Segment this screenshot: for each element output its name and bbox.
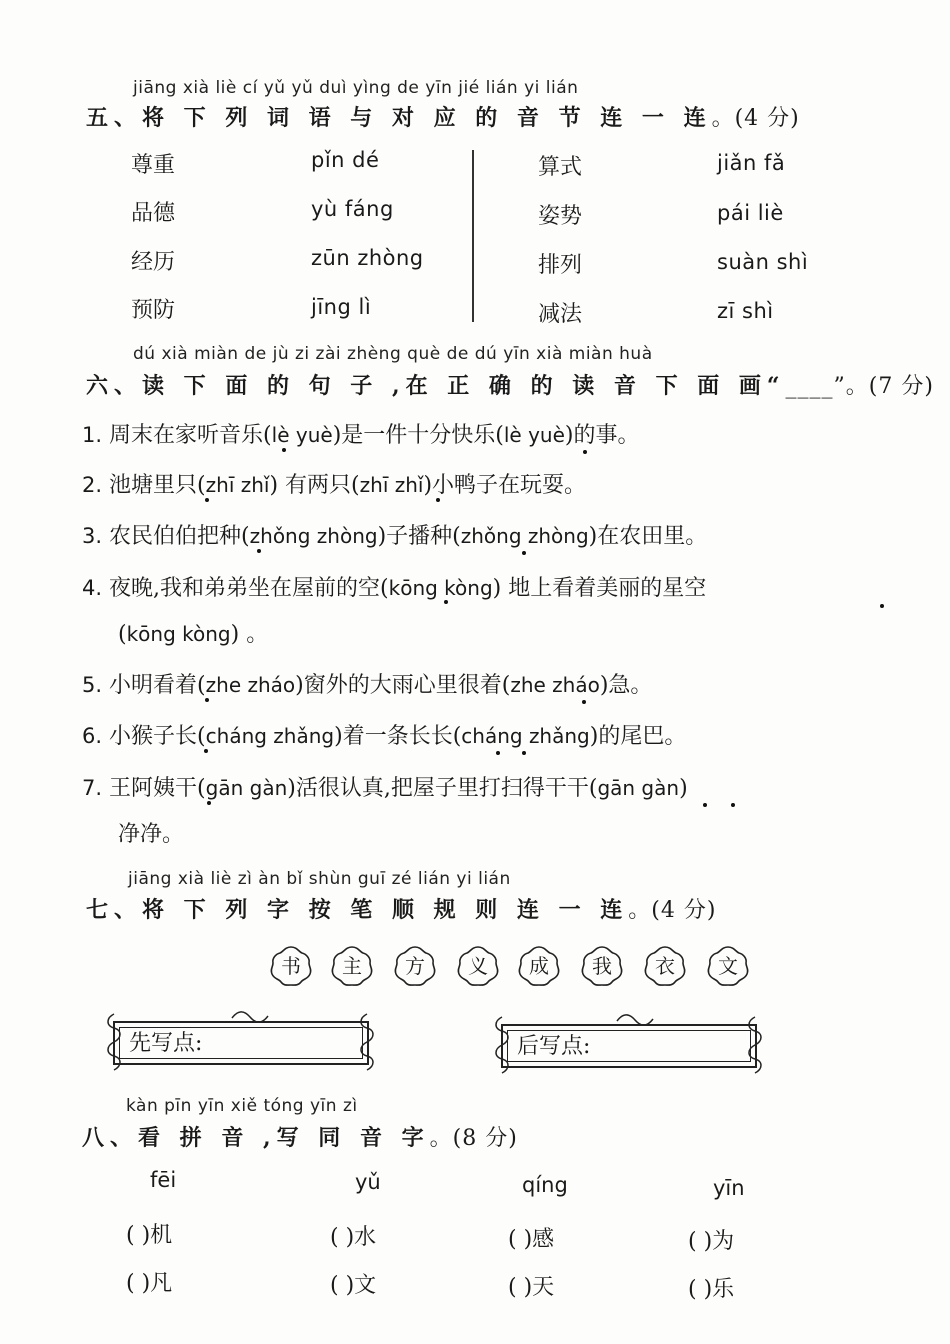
question-text: )的尾巴。	[589, 724, 687, 749]
question-text: 池塘里只(	[109, 473, 206, 498]
flower-char-card[interactable]	[393, 944, 437, 988]
s6-question-7-cont	[118, 817, 184, 848]
scroll-ornament-icon	[743, 1015, 767, 1075]
first-dot-box[interactable]	[113, 1021, 369, 1065]
s5-right-word[interactable]: 算式	[538, 155, 583, 180]
s5-left-word[interactable]: 尊重	[131, 153, 176, 178]
emphasis-dot	[731, 803, 735, 807]
homophone-blank[interactable]: ( )凡	[126, 1271, 173, 1296]
section5-title-text: 五、将 下 列 词 语 与 对 应 的 音 节 连 一 连	[86, 105, 712, 131]
s5-right-pinyin[interactable]: pái liè	[717, 201, 784, 225]
emphasis-dot	[205, 498, 209, 502]
s6-question-5	[82, 668, 652, 699]
question-text: )急。	[599, 673, 653, 698]
question-text: 净净。	[118, 822, 185, 847]
stroke-order-char: 义	[468, 954, 488, 978]
flower-char-card[interactable]	[456, 944, 500, 988]
stroke-order-char: 成	[529, 954, 549, 978]
homophone-blank[interactable]: ( )水	[330, 1225, 377, 1250]
last-dot-label: 后写点:	[517, 1034, 591, 1059]
stroke-order-char: 衣	[655, 954, 675, 978]
s5-left-word[interactable]: 经历	[131, 250, 176, 275]
question-text: ) 。	[230, 622, 269, 647]
homophone-blank[interactable]: ( )机	[126, 1223, 173, 1248]
reading-options[interactable]: kōng kòng	[388, 576, 493, 600]
reading-options[interactable]: zhǒng zhòng	[460, 524, 589, 548]
s6-question-4	[82, 571, 706, 602]
homophone-blank[interactable]: ( )天	[508, 1275, 555, 1300]
s5-left-word[interactable]: 品德	[131, 201, 176, 226]
question-number: 2.	[82, 473, 103, 497]
question-text: )小鸭子在玩耍。	[423, 473, 587, 498]
question-text: )	[679, 776, 688, 801]
question-text: )在农田里。	[588, 524, 708, 549]
question-number: 5.	[82, 673, 103, 697]
s6-question-1	[82, 418, 640, 449]
emphasis-dot	[522, 551, 526, 555]
first-dot-label: 先写点:	[129, 1031, 203, 1056]
section8-pinyin: kàn pīn yīn xiě tóng yīn zì	[126, 1096, 358, 1116]
emphasis-dot	[207, 801, 211, 805]
homophone-pinyin: qíng	[522, 1173, 568, 1197]
s6-question-6	[82, 719, 686, 750]
emphasis-dot	[582, 700, 586, 704]
homophone-blank[interactable]: ( )为	[688, 1229, 735, 1254]
s5-left-pinyin[interactable]: pǐn dé	[311, 148, 380, 172]
question-text: ) 有两只(	[269, 473, 360, 498]
emphasis-dot	[522, 751, 526, 755]
section7-pinyin: jiāng xià liè zì àn bǐ shùn guī zé lián yi lián	[128, 869, 511, 889]
question-text: 小猴子长(	[109, 724, 206, 749]
section8-title-text: 八、看 拼 音 ,写 同 音 字	[82, 1125, 430, 1151]
stroke-order-char: 方	[405, 954, 425, 978]
question-text: )活很认真,把屋子里打扫得干干(	[287, 776, 598, 801]
question-text: )窗外的大雨心里很着(	[295, 673, 511, 698]
section6-blank: ____	[785, 374, 834, 399]
question-text: )子播种(	[377, 524, 461, 549]
s5-left-pinyin[interactable]: zūn zhòng	[311, 246, 424, 270]
stroke-order-char: 文	[718, 954, 738, 978]
question-text: )着一条长长(	[334, 724, 462, 749]
section5-title	[86, 101, 800, 132]
question-text: )的事。	[564, 423, 640, 448]
homophone-pinyin: fēi	[150, 1168, 177, 1192]
stroke-order-char: 书	[281, 954, 301, 978]
scroll-ornament-icon	[355, 1012, 379, 1072]
section7-score: 。(4 分)	[628, 898, 717, 923]
s5-left-pinyin[interactable]: jīng lì	[311, 295, 372, 319]
question-text: 周末在家听音乐(	[109, 423, 272, 448]
section6-title-text: 六、读 下 面 的 句 子 ,在 正 确 的 读 音 下 面 画“	[86, 373, 786, 399]
section6-score: ”。(7 分)	[833, 374, 934, 399]
reading-options[interactable]: cháng zhǎng	[461, 724, 590, 748]
emphasis-dot	[205, 698, 209, 702]
reading-options[interactable]: lè yuè	[503, 423, 565, 447]
emphasis-dot	[257, 549, 261, 553]
emphasis-dot	[496, 751, 500, 755]
question-text: )是一件十分快乐(	[332, 423, 504, 448]
question-number: 3.	[82, 524, 103, 548]
reading-options[interactable]: zhe zháo	[510, 673, 600, 697]
scroll-ornament-icon	[490, 1015, 514, 1075]
question-number: 7.	[82, 776, 103, 800]
scroll-ornament-icon	[230, 1010, 270, 1024]
question-number: 4.	[82, 576, 103, 600]
emphasis-dot	[444, 600, 448, 604]
question-text: 小明看着(	[109, 673, 206, 698]
s5-right-word[interactable]: 减法	[538, 302, 583, 327]
s6-question-3	[82, 519, 707, 550]
reading-options[interactable]: kōng kòng	[126, 622, 231, 646]
column-divider	[472, 150, 474, 322]
flower-char-card[interactable]	[269, 944, 313, 988]
reading-options[interactable]: gān gàn	[205, 776, 288, 800]
emphasis-dot	[436, 498, 440, 502]
s5-right-word[interactable]: 排列	[538, 253, 583, 278]
question-text: ) 地上看着美丽的星空	[492, 576, 707, 601]
stroke-order-char: 我	[592, 954, 612, 978]
s5-left-pinyin[interactable]: yù fáng	[311, 197, 394, 221]
section7-title-text: 七、将 下 列 字 按 笔 顺 规 则 连 一 连	[86, 897, 629, 923]
question-text: 王阿姨干(	[109, 776, 206, 801]
homophone-blank[interactable]: ( )感	[508, 1227, 555, 1252]
reading-options[interactable]: zhī zhǐ	[205, 473, 270, 497]
homophone-blank[interactable]: ( )乐	[688, 1277, 735, 1302]
scroll-ornament-icon	[615, 1013, 655, 1027]
s5-right-pinyin[interactable]: suàn shì	[717, 250, 809, 274]
emphasis-dot	[880, 604, 884, 608]
last-dot-box[interactable]	[501, 1024, 757, 1068]
question-number: 1.	[82, 423, 103, 447]
section6-title	[86, 369, 934, 400]
section8-score: 。(8 分)	[429, 1126, 518, 1151]
emphasis-dot	[282, 448, 286, 452]
homophone-blank[interactable]: ( )文	[330, 1273, 377, 1298]
section8-title	[82, 1121, 518, 1152]
homophone-pinyin: yǔ	[355, 1170, 381, 1194]
s6-question-7	[82, 771, 688, 802]
emphasis-dot	[583, 450, 587, 454]
reading-options[interactable]: zhe zháo	[205, 673, 296, 697]
reading-options[interactable]: zhǒng zhòng	[249, 524, 378, 548]
emphasis-dot	[204, 749, 208, 753]
reading-options[interactable]: lè yuè	[271, 423, 333, 447]
scroll-ornament-icon	[102, 1012, 126, 1072]
reading-options[interactable]: cháng zhǎng	[205, 724, 335, 748]
flower-char-card[interactable]	[517, 944, 561, 988]
s6-question-4-cont	[118, 617, 268, 648]
s5-left-word[interactable]: 预防	[131, 298, 176, 323]
flower-char-card[interactable]	[706, 944, 750, 988]
flower-char-card[interactable]	[643, 944, 687, 988]
emphasis-dot	[703, 803, 707, 807]
question-number: 6.	[82, 724, 103, 748]
reading-options[interactable]: zhī zhǐ	[359, 473, 424, 497]
section6-pinyin: dú xià miàn de jù zi zài zhèng què de dú yīn xià miàn huà	[133, 344, 653, 364]
question-text: 夜晚,我和弟弟坐在屋前的空(	[109, 576, 389, 601]
section5-score: 。(4 分)	[711, 106, 800, 131]
s5-right-pinyin[interactable]: jiǎn fǎ	[717, 151, 786, 175]
reading-options[interactable]: gān gàn	[597, 776, 680, 800]
homophone-pinyin: yīn	[713, 1176, 745, 1200]
section5-pinyin: jiāng xià liè cí yǔ yǔ duì yìng de yīn jié lián yi lián	[133, 78, 579, 98]
question-text: 农民伯伯把种(	[109, 524, 250, 549]
stroke-order-char: 主	[342, 954, 362, 978]
flower-char-card[interactable]	[580, 944, 624, 988]
s5-right-pinyin[interactable]: zī shì	[717, 299, 774, 323]
s5-right-word[interactable]: 姿势	[538, 204, 583, 229]
question-text: (	[118, 622, 127, 647]
section7-title	[86, 893, 716, 924]
flower-char-card[interactable]	[330, 944, 374, 988]
s6-question-2	[82, 468, 586, 499]
